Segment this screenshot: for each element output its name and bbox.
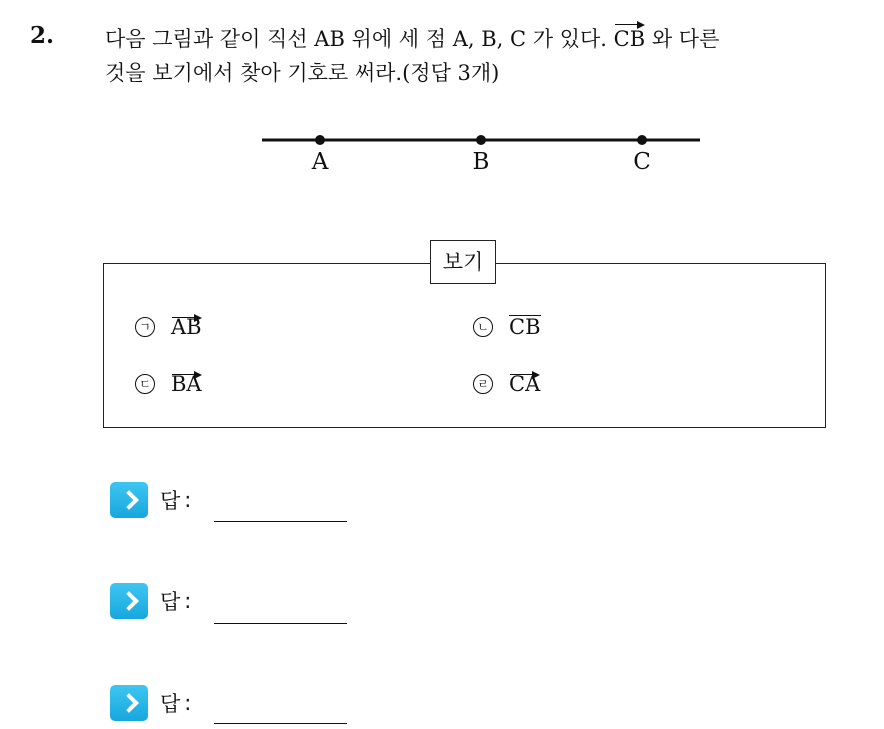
question-text-part1: 다음 그림과 같이 직선 AB 위에 세 점 A, B, C 가 있다. [105, 27, 607, 51]
point-a [315, 135, 325, 145]
choice-value: CA [509, 372, 541, 396]
choice-3 [135, 368, 202, 400]
choice-marker: ㄹ [473, 374, 493, 394]
question-text-part2: 와 다른 [651, 27, 720, 51]
vector-cb: CB [614, 22, 646, 56]
question-text-line2: 것을 보기에서 찾아 기호로 써라.(정답 3개) [105, 61, 500, 85]
choices-box-title: 보기 [430, 240, 496, 284]
chevron-right-icon [110, 482, 148, 518]
answer-label: 답 [160, 590, 181, 614]
question-number: 2. [30, 22, 55, 49]
answer-blank-3[interactable] [214, 723, 347, 724]
answer-row-2 [110, 583, 191, 619]
answer-row-3 [110, 685, 191, 721]
choice-1 [135, 311, 202, 343]
question-text [105, 22, 870, 90]
answer-label: 답 [160, 692, 181, 716]
chevron-right-icon [110, 685, 148, 721]
point-label-b: B [472, 149, 490, 175]
vector-arrow-icon [171, 370, 202, 379]
choice-marker: ㄷ [135, 374, 155, 394]
answer-colon: : [184, 691, 192, 715]
choice-marker: ㄴ [473, 317, 493, 337]
choice-value: AB [171, 315, 202, 339]
choice-value: CB [509, 315, 541, 340]
answer-colon: : [184, 488, 192, 512]
answer-label: 답 [160, 489, 181, 513]
vector-arrow-icon [614, 20, 646, 29]
vector-arrow-icon [171, 313, 202, 322]
choice-4 [473, 368, 540, 400]
choice-2 [473, 311, 541, 343]
vector-arrow-icon [509, 370, 540, 379]
point-label-a: A [311, 149, 329, 175]
choice-value: BA [171, 372, 202, 396]
answer-colon: : [184, 589, 192, 613]
point-label-c: C [633, 149, 651, 175]
answer-blank-1[interactable] [214, 521, 347, 522]
point-c [637, 135, 647, 145]
answer-blank-2[interactable] [214, 623, 347, 624]
answer-row-1 [110, 482, 191, 518]
chevron-right-icon [110, 583, 148, 619]
point-b [476, 135, 486, 145]
choice-marker: ㄱ [135, 317, 155, 337]
choices-box [103, 263, 826, 428]
